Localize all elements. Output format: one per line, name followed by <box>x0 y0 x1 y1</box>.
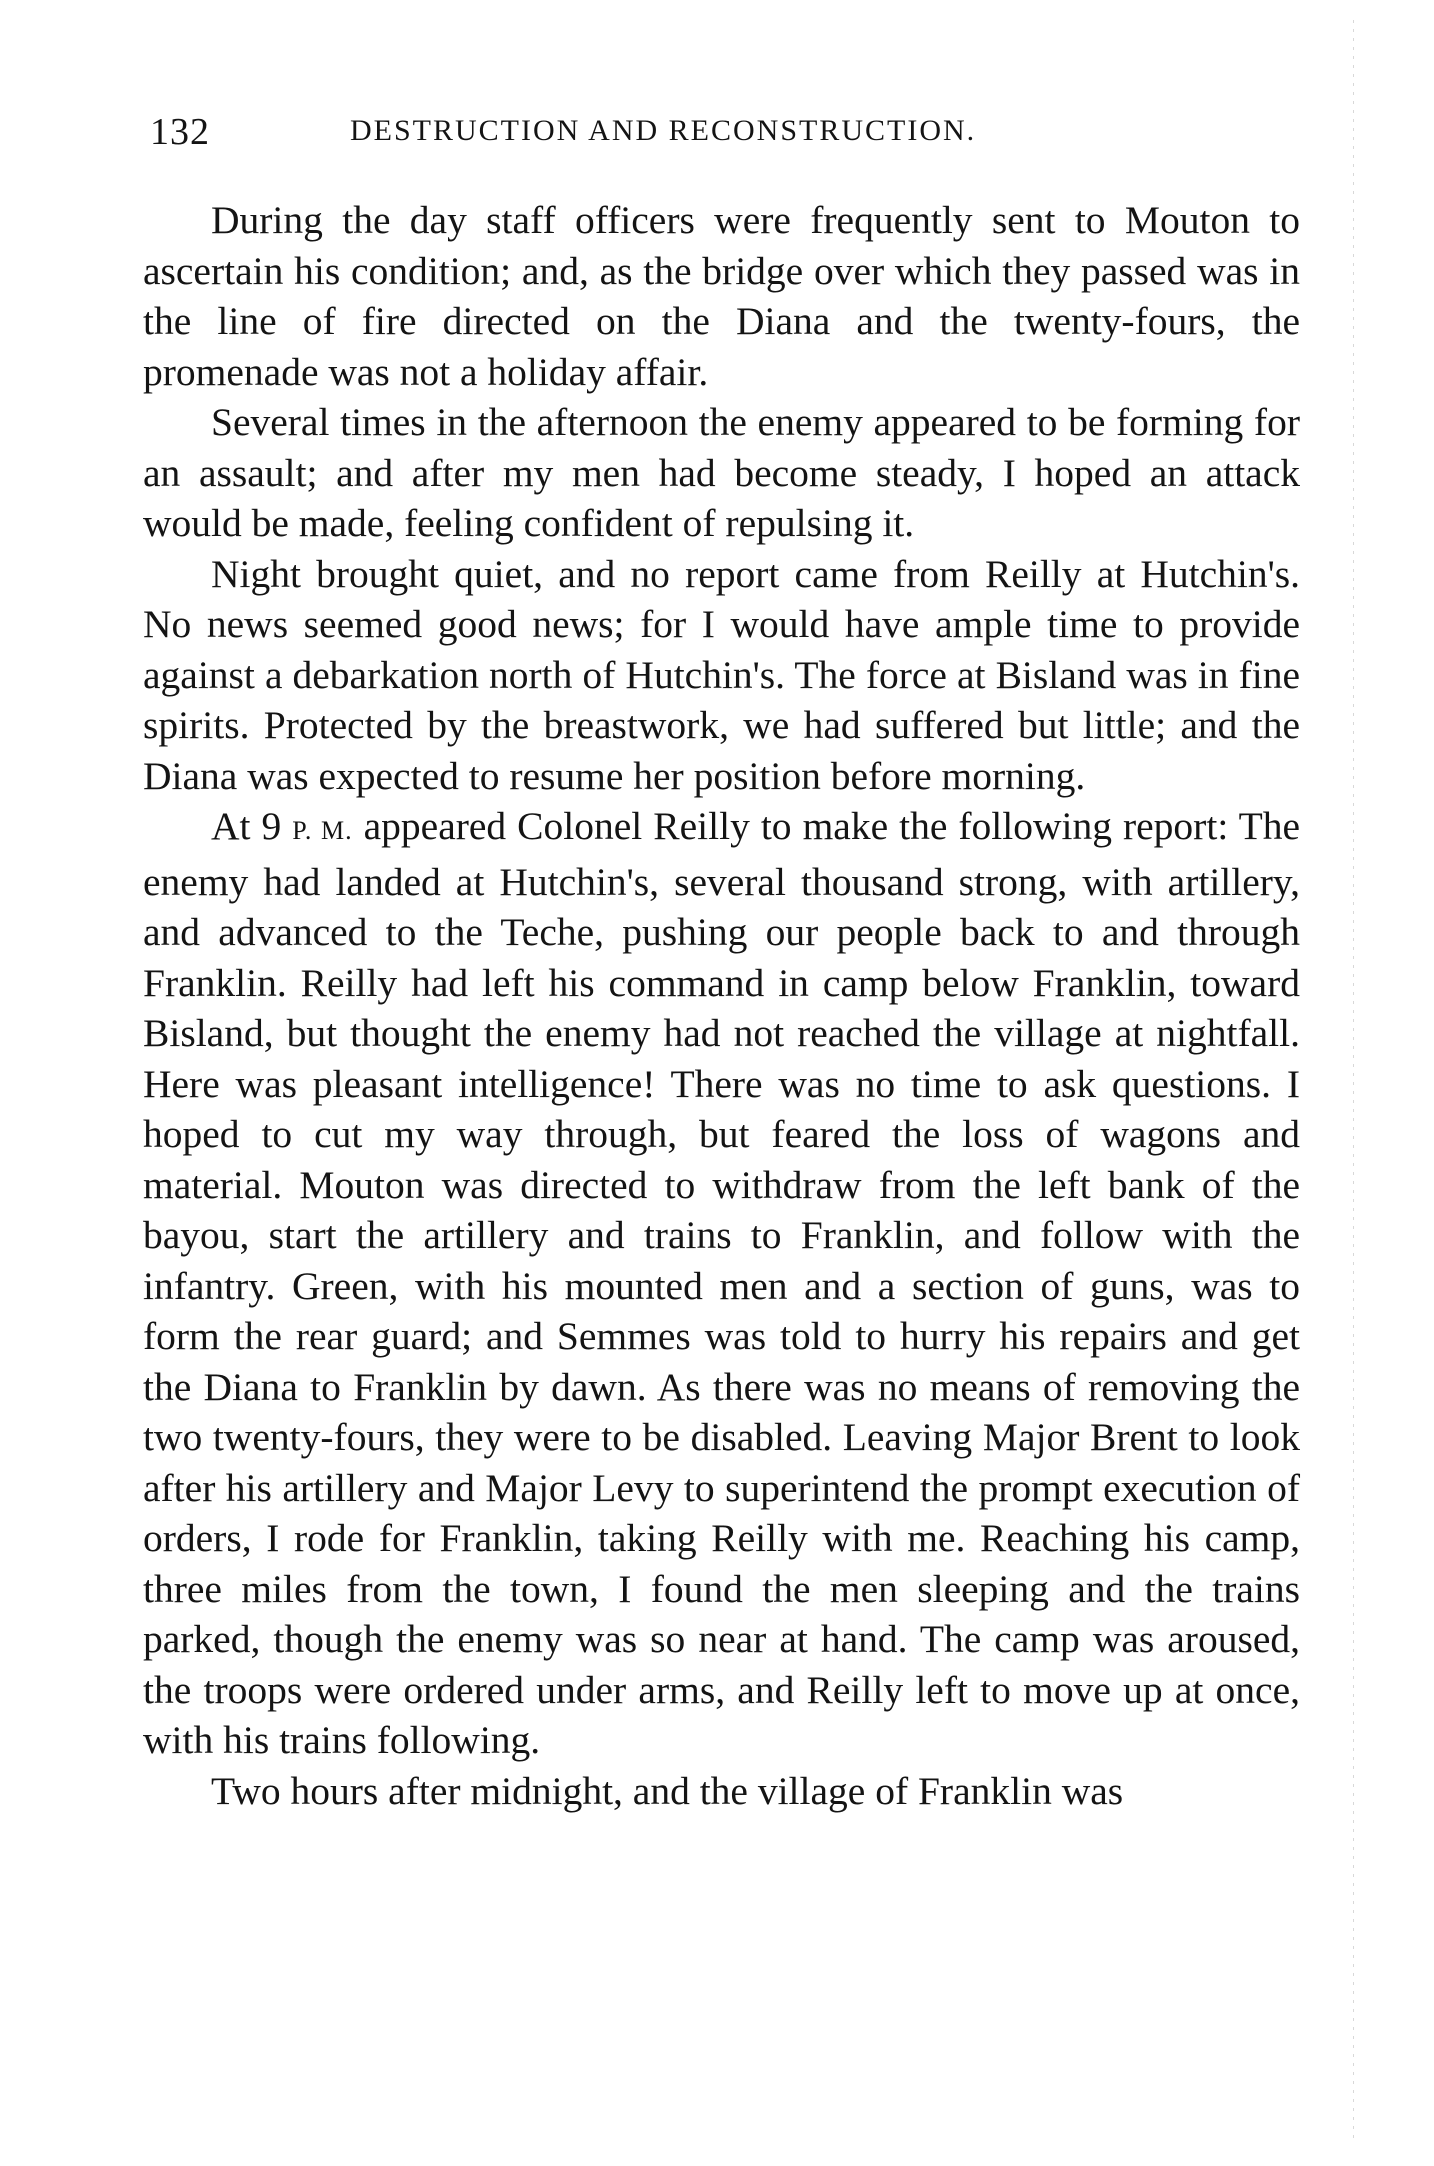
body-text <box>143 195 1300 1816</box>
paragraph-5: Two hours after midnight, and the village of Franklin was <box>211 1768 1124 1813</box>
page-header <box>150 110 1300 160</box>
time-abbreviation: P. M. <box>292 816 353 845</box>
paragraph-1: During the day staff officers were frequently sent to Mouton to ascertain his condition; and, as the bridge over which they passed was in the line of fire directed on the Diana and the twenty-fours, the promenade was not a holiday affair. <box>143 198 1300 394</box>
paragraph-3: Night brought quiet, and no report came from Reilly at Hutchin's. No news seemed good news; for I would have ample time to provide against a debarkation north of Hutchin's. The force at Bisland was in fine spirits. Protected by the breastwork, we had suffered but little; and the Diana was expected to resume her position before morning. <box>143 551 1300 798</box>
page-number: 132 <box>150 111 210 153</box>
running-title: DESTRUCTION AND RECONSTRUCTION. <box>350 114 977 147</box>
paragraph-4-lead: At 9 <box>211 804 293 848</box>
paragraph-2: Several times in the afternoon the enemy appeared to be forming for an assault; and after my men had become steady, I hoped an attack would be made, feeling confident of repulsing it. <box>143 400 1300 545</box>
paragraph-4 <box>143 801 1300 1766</box>
paragraph-4-rest: appeared Colonel Reilly to make the following report: The enemy had landed at Hutchin's, several thousand strong, with artillery, and advanced to the Teche, pushing our people back to and through Franklin. Reilly had left his command in camp below Franklin, toward Bisland, but thought the enemy had not reached the village at nightfall. Here was pleasant intelligence! There was no time to ask questions. I hoped to cut my way through, but feared the loss of wagons and material. Mouton was directed to withdraw from the left bank of the bayou, start the artillery and trains to Franklin, and follow with the infantry. Green, with his mounted men and a section of guns, was to form the rear guard; and Semmes was told to hurry his repairs and get the Diana to Franklin by dawn. As there was no means of removing the two twenty-fours, they were to be disabled. Leaving Major Brent to look after his artillery and Major Levy to superintend the prompt execution of orders, I rode for Franklin, taking Reilly with me. Reaching his camp, three miles from the town, I found the men sleeping and the trains parked, though the enemy was so near at hand. The camp was aroused, the troops were ordered under arms, and Reilly left to move up at once, with his trains following. <box>143 804 1300 1762</box>
page-edge-shadow <box>1353 20 1354 2140</box>
